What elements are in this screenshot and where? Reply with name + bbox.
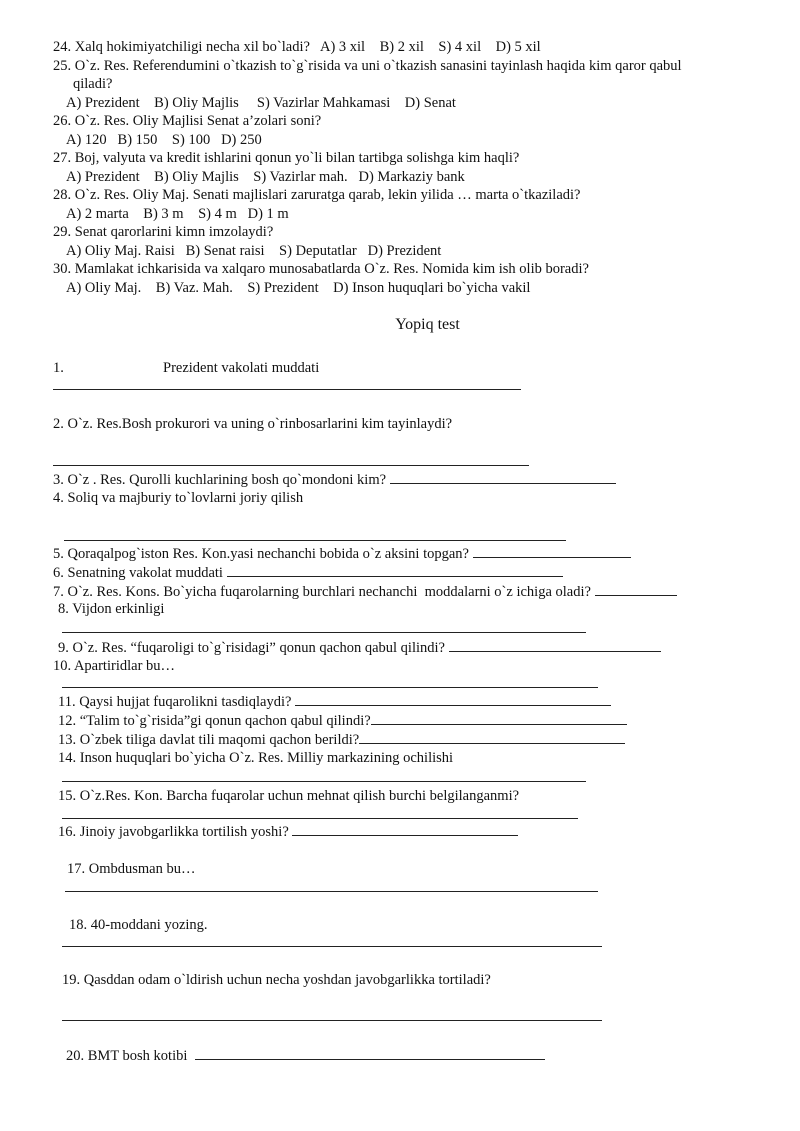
answer-line-15[interactable] (62, 818, 578, 819)
closed-q6: 6. Senatning vakolat muddati (53, 565, 223, 581)
answer-line-11[interactable] (295, 692, 611, 706)
question-25-cont: qiladi? (73, 76, 113, 92)
question-25: 25. O`z. Res. Referendumini o`tkazish to`g`risida va uni o`tkazish sanasini tayinlash haqida kim qaror qabul (53, 58, 682, 74)
closed-q12: 12. “Talim to`g`risida”gi qonun qachon qabul qilindi? (58, 713, 371, 729)
question-29: 29. Senat qarorlarini kimn imzolaydi? (53, 224, 274, 240)
answer-line-4[interactable] (64, 540, 566, 541)
closed-q17: 17. Ombdusman bu… (67, 861, 196, 877)
closed-q16: 16. Jinoiy javobgarlikka tortilish yoshi? (58, 824, 289, 840)
closed-q2: 2. O`z. Res.Bosh prokurori va uning o`rinbosarlarini kim tayinlaydi? (53, 416, 453, 432)
closed-q7: 7. O`z. Res. Kons. Bo`yicha fuqarolarning burchlari nechanchi moddalarni o`z ichiga oladi? (53, 584, 591, 600)
answer-line-7[interactable] (595, 582, 677, 596)
closed-q1: Prezident vakolati muddati (163, 360, 320, 376)
question-30: 30. Mamlakat ichkarisida va xalqaro munosabatlarda O`z. Res. Nomida kim ish olib boradi? (53, 261, 589, 277)
answer-line-17[interactable] (65, 891, 598, 892)
question-25-options: A) Prezident B) Oliy Majlis S) Vazirlar Mahkamasi D) Senat (66, 95, 456, 111)
closed-q5-row (53, 544, 631, 563)
closed-q12-row (58, 711, 627, 730)
closed-q20: 20. BMT bosh kotibi (66, 1048, 188, 1064)
answer-line-14[interactable] (62, 781, 586, 782)
closed-q3: 3. O`z . Res. Qurolli kuchlarining bosh qo`mondoni kim? (53, 472, 387, 488)
closed-q14: 14. Inson huquqlari bo`yicha O`z. Res. Milliy markazining ochilishi (58, 750, 454, 766)
question-26-options: A) 120 B) 150 S) 100 D) 250 (66, 132, 262, 148)
closed-q5: 5. Qoraqalpog`iston Res. Kon.yasi nechanchi bobida o`z aksini topgan? (53, 546, 469, 562)
closed-q6-row (53, 563, 563, 582)
answer-line-12[interactable] (371, 711, 627, 725)
answer-line-19[interactable] (62, 1020, 602, 1021)
closed-q8: 8. Vijdon erkinligi (58, 601, 165, 617)
closed-q1-number: 1. (53, 360, 64, 376)
closed-q11: 11. Qaysi hujjat fuqarolikni tasdiqlaydi? (58, 694, 292, 710)
closed-q9: 9. O`z. Res. “fuqaroligi to`g`risidagi” qonun qachon qabul qilindi? (58, 640, 445, 656)
closed-q20-row (66, 1046, 545, 1065)
answer-line-2[interactable] (53, 465, 529, 466)
closed-q13-row (58, 730, 625, 749)
answer-line-1[interactable] (53, 389, 521, 390)
answer-line-13[interactable] (359, 730, 625, 744)
answer-line-3[interactable] (390, 470, 616, 484)
closed-q7-row (53, 582, 677, 601)
answer-line-10[interactable] (62, 687, 598, 688)
question-29-options: A) Oliy Maj. Raisi B) Senat raisi S) Deputatlar D) Prezident (66, 243, 442, 259)
answer-line-6[interactable] (227, 563, 563, 577)
closed-q18: 18. 40-moddani yozing. (69, 917, 208, 933)
section-title: Yopiq test (395, 316, 460, 333)
answer-line-9[interactable] (449, 638, 661, 652)
question-26: 26. O`z. Res. Oliy Majlisi Senat a’zolari soni? (53, 113, 322, 129)
closed-q4: 4. Soliq va majburiy to`lovlarni joriy qilish (53, 490, 304, 506)
closed-q10: 10. Apartiridlar bu… (53, 658, 176, 674)
closed-q11-row (58, 692, 611, 711)
answer-line-5[interactable] (473, 544, 631, 558)
answer-line-8[interactable] (62, 632, 586, 633)
answer-line-16[interactable] (292, 822, 518, 836)
closed-q19: 19. Qasddan odam o`ldirish uchun necha yoshdan javobgarlikka tortiladi? (62, 972, 491, 988)
question-27-options: A) Prezident B) Oliy Majlis S) Vazirlar mah. D) Markaziy bank (66, 169, 465, 185)
question-27: 27. Boj, valyuta va kredit ishlarini qonun yo`li bilan tartibga solishga kim haqli? (53, 150, 520, 166)
closed-q13: 13. O`zbek tiliga davlat tili maqomi qachon berildi? (58, 732, 360, 748)
closed-q9-row (58, 638, 661, 657)
answer-line-18[interactable] (62, 946, 602, 947)
question-24: 24. Xalq hokimiyatchiligi necha xil bo`ladi? A) 3 xil B) 2 xil S) 4 xil D) 5 xil (53, 39, 541, 55)
closed-q15: 15. O`z.Res. Kon. Barcha fuqarolar uchun mehnat qilish burchi belgilanganmi? (58, 788, 520, 804)
closed-q16-row (58, 822, 518, 841)
question-30-options: A) Oliy Maj. B) Vaz. Mah. S) Prezident D) Inson huquqlari bo`yicha vakil (66, 280, 531, 296)
question-28-options: A) 2 marta B) 3 m S) 4 m D) 1 m (66, 206, 289, 222)
answer-line-20[interactable] (195, 1046, 545, 1060)
question-28: 28. O`z. Res. Oliy Maj. Senati majlislari zaruratga qarab, lekin yilida … marta o`tkaziladi? (53, 187, 581, 203)
closed-q3-row (53, 470, 616, 489)
